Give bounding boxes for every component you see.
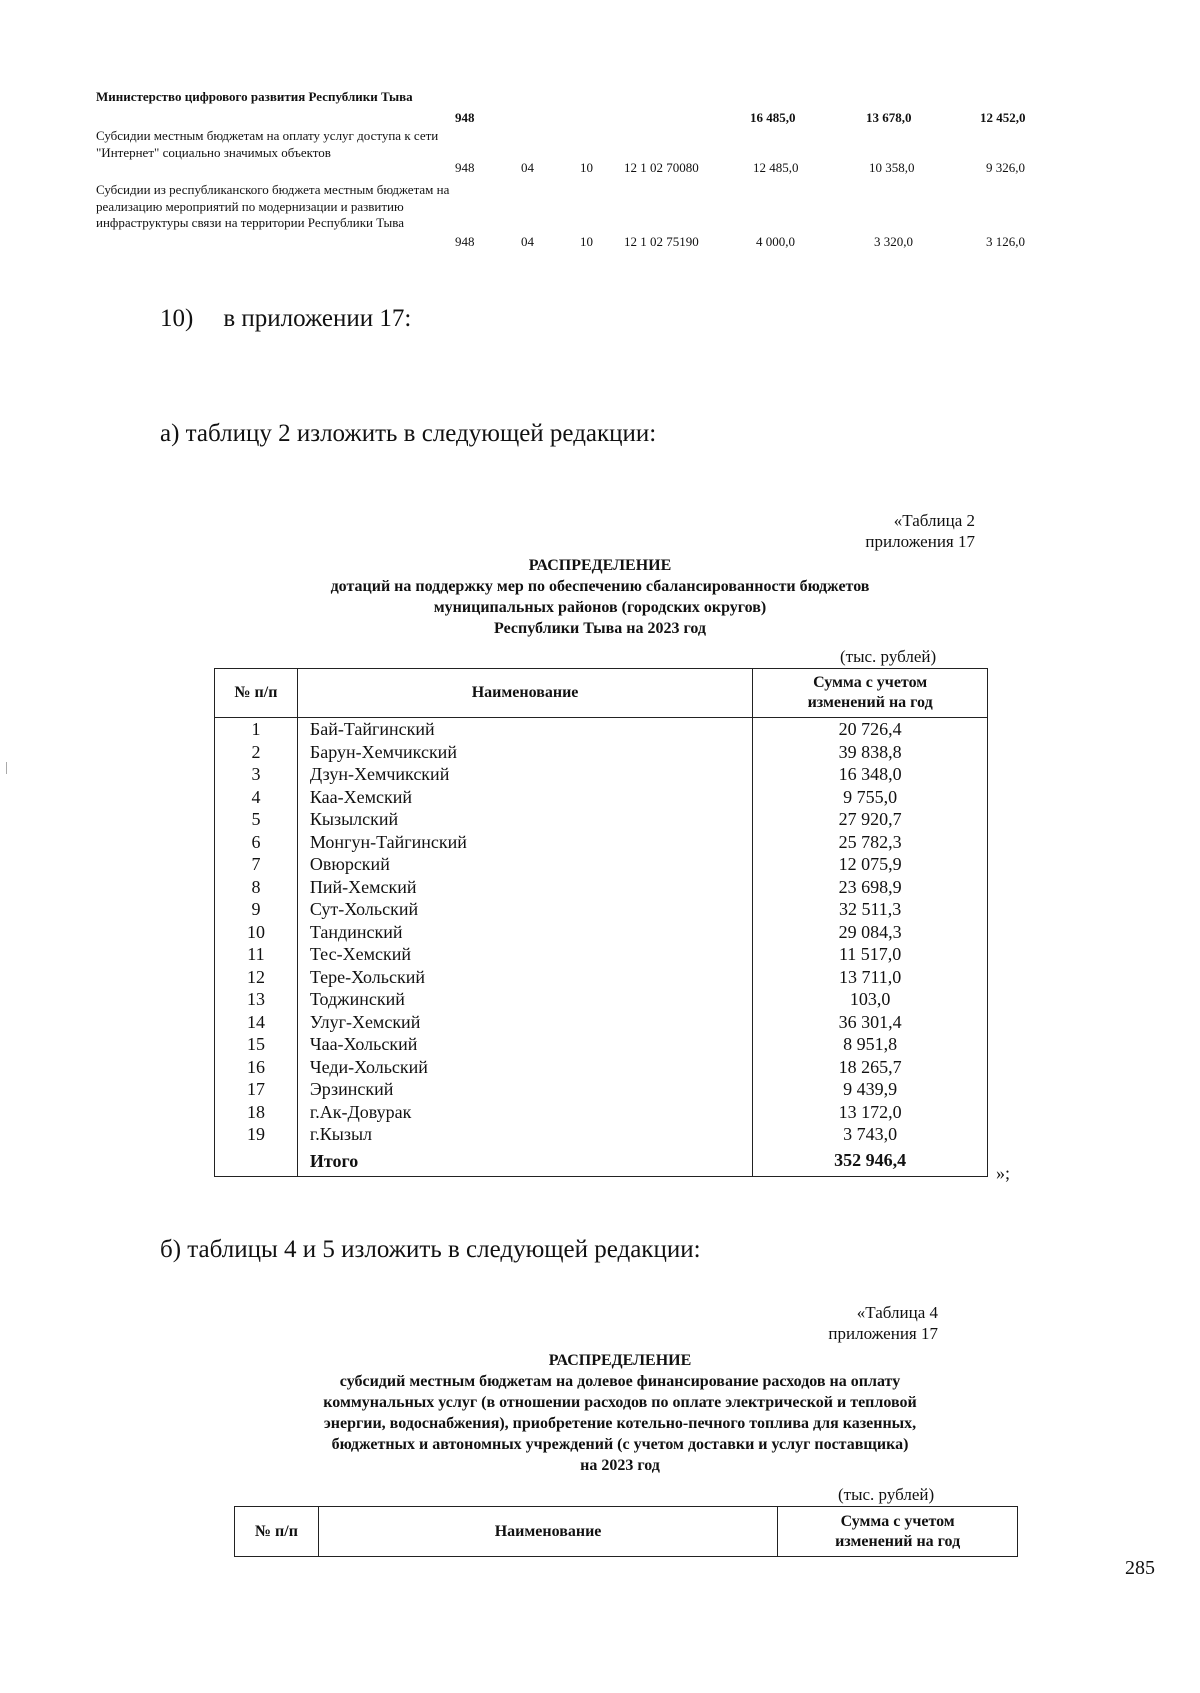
table-row xyxy=(215,1123,988,1146)
table-row xyxy=(215,988,988,1011)
row-name: Тандинский xyxy=(297,921,752,944)
table4-header-name: Наименование xyxy=(318,1507,777,1557)
table4-header-sum xyxy=(778,1507,1018,1557)
row-sum: 13 711,0 xyxy=(753,966,988,989)
table4-title: РАСПРЕДЕЛЕНИЕ xyxy=(548,1352,692,1369)
table4-caption-line1: «Таблица 4 xyxy=(856,1303,938,1322)
budget-row-code: 948 xyxy=(455,160,475,175)
row-name: Монгун-Тайгинский xyxy=(297,831,752,854)
row-sum: 23 698,9 xyxy=(753,876,988,899)
row-sum: 27 920,7 xyxy=(753,808,988,831)
row-num: 3 xyxy=(215,763,298,786)
row-num: 2 xyxy=(215,741,298,764)
table-row xyxy=(215,876,988,899)
row-sum: 9 755,0 xyxy=(753,786,988,809)
row-num: 16 xyxy=(215,1056,298,1079)
row-name: Пий-Хемский xyxy=(297,876,752,899)
table4-subtitle-3: энергии, водоснабжения), приобретение котельно-печного топлива для казенных, xyxy=(323,1415,917,1432)
table4 xyxy=(234,1506,1018,1557)
row-num: 5 xyxy=(215,808,298,831)
budget-row xyxy=(96,126,1136,176)
table-row xyxy=(215,1011,988,1034)
budget-row-name: Министерство цифрового развития Республики Тыва xyxy=(96,89,413,104)
paragraph-b: б) таблицы 4 и 5 изложить в следующей редакции: xyxy=(160,1236,701,1263)
budget-row xyxy=(96,88,1136,126)
table-row xyxy=(215,718,988,741)
budget-row-section: 04 xyxy=(521,160,534,175)
row-sum: 8 951,8 xyxy=(753,1033,988,1056)
table4-heading xyxy=(180,1350,1060,1476)
row-sum: 13 172,0 xyxy=(753,1101,988,1124)
row-sum: 29 084,3 xyxy=(753,921,988,944)
budget-row-code: 948 xyxy=(455,110,475,125)
row-sum: 3 743,0 xyxy=(753,1123,988,1146)
table-row xyxy=(215,921,988,944)
row-name: Каа-Хемский xyxy=(297,786,752,809)
table-row xyxy=(215,763,988,786)
table4-header-sum-line2: изменений на год xyxy=(835,1532,961,1550)
budget-row-2025: 12 452,0 xyxy=(980,110,1026,125)
row-num: 8 xyxy=(215,876,298,899)
row-sum: 11 517,0 xyxy=(753,943,988,966)
budget-row-2024: 10 358,0 xyxy=(869,160,915,175)
row-num: 17 xyxy=(215,1078,298,1101)
budget-row-2025: 9 326,0 xyxy=(986,160,1025,175)
budget-row-section: 04 xyxy=(521,234,534,249)
row-num: 6 xyxy=(215,831,298,854)
row-name: Улуг-Хемский xyxy=(297,1011,752,1034)
table2-subtitle-1: дотаций на поддержку мер по обеспечению сбалансированности бюджетов xyxy=(330,578,870,595)
page-number: 285 xyxy=(1125,1557,1155,1579)
row-name: Тес-Хемский xyxy=(297,943,752,966)
table2-title: РАСПРЕДЕЛЕНИЕ xyxy=(528,557,672,574)
table2-header-sum-line1: Сумма с учетом xyxy=(813,674,928,691)
table-row xyxy=(215,1033,988,1056)
table4-subtitle-5: на 2023 год xyxy=(580,1457,660,1474)
budget-row-2025: 3 126,0 xyxy=(986,234,1025,249)
row-num: 10 xyxy=(215,921,298,944)
table-row xyxy=(215,943,988,966)
row-sum: 32 511,3 xyxy=(753,898,988,921)
row-num: 18 xyxy=(215,1101,298,1124)
row-name: Бай-Тайгинский xyxy=(297,718,752,741)
row-name: г.Ак-Довурак xyxy=(297,1101,752,1124)
row-num: 13 xyxy=(215,988,298,1011)
table2-caption-line2: приложения 17 xyxy=(865,532,975,551)
table4-subtitle-1: субсидий местным бюджетам на долевое финансирование расходов на оплату xyxy=(339,1373,901,1390)
table2-subtitle-2: муниципальных районов (городских округов) xyxy=(433,599,767,616)
table4-subtitle-4: бюджетных и автономных учреждений (с учетом доставки и услуг поставщика) xyxy=(331,1436,909,1453)
table2-subtitle-3: Республики Тыва на 2023 год xyxy=(494,620,706,637)
row-sum: 16 348,0 xyxy=(753,763,988,786)
row-sum: 20 726,4 xyxy=(753,718,988,741)
row-num: 9 xyxy=(215,898,298,921)
budget-row-2023: 16 485,0 xyxy=(750,110,796,125)
margin-mark xyxy=(6,762,7,774)
table4-header-sum-line1: Сумма с учетом xyxy=(840,1512,955,1530)
row-num: 4 xyxy=(215,786,298,809)
budget-row-name: Субсидии местным бюджетам на оплату услуг доступа к сети "Интернет" социально значимых объектов xyxy=(96,128,439,160)
row-num: 14 xyxy=(215,1011,298,1034)
budget-row-name: Субсидии из республиканского бюджета местным бюджетам на реализацию мероприятий по модернизации и развитию инфраструктуры связи на территории Республики Тыва xyxy=(96,182,450,230)
table2-header-sum-line2: изменений на год xyxy=(807,694,933,711)
row-name: Овюрский xyxy=(297,853,752,876)
row-name: Барун-Хемчикский xyxy=(297,741,752,764)
table-row xyxy=(215,853,988,876)
budget-row-2023: 12 485,0 xyxy=(753,160,799,175)
row-name: Дзун-Хемчикский xyxy=(297,763,752,786)
row-name: Кызылский xyxy=(297,808,752,831)
row-name: г.Кызыл xyxy=(297,1123,752,1146)
item-10 xyxy=(160,305,411,333)
total-label: Итого xyxy=(297,1146,752,1177)
table2-caption xyxy=(865,510,975,552)
table4-header-num: № п/п xyxy=(235,1507,319,1557)
row-sum: 103,0 xyxy=(753,988,988,1011)
row-sum: 39 838,8 xyxy=(753,741,988,764)
row-name: Чаа-Хольский xyxy=(297,1033,752,1056)
budget-row-2023: 4 000,0 xyxy=(756,234,795,249)
table-row xyxy=(215,808,988,831)
table-row xyxy=(215,1101,988,1124)
row-sum: 18 265,7 xyxy=(753,1056,988,1079)
table2-units: (тыс. рублей) xyxy=(840,647,937,666)
row-num: 1 xyxy=(215,718,298,741)
total-num xyxy=(215,1146,298,1177)
table-row xyxy=(215,966,988,989)
table-total-row xyxy=(215,1146,988,1177)
table-row xyxy=(215,1078,988,1101)
row-name: Эрзинский xyxy=(297,1078,752,1101)
row-sum: 25 782,3 xyxy=(753,831,988,854)
table2-header-sum xyxy=(753,669,988,718)
table-row xyxy=(215,1056,988,1079)
row-num: 11 xyxy=(215,943,298,966)
row-num: 12 xyxy=(215,966,298,989)
table2-heading xyxy=(200,555,1000,639)
table-row xyxy=(215,786,988,809)
table2-header-num: № п/п xyxy=(215,669,298,718)
table2 xyxy=(214,668,988,1177)
table2-header-name: Наименование xyxy=(297,669,752,718)
row-num: 7 xyxy=(215,853,298,876)
budget-row-article: 12 1 02 70080 xyxy=(624,160,699,175)
row-sum: 12 075,9 xyxy=(753,853,988,876)
table2-caption-line1: «Таблица 2 xyxy=(893,511,975,530)
item-10-text: в приложении 17: xyxy=(223,305,412,332)
row-name: Сут-Хольский xyxy=(297,898,752,921)
table-row xyxy=(215,831,988,854)
table4-subtitle-2: коммунальных услуг (в отношении расходов по оплате электрической и тепловой xyxy=(323,1394,917,1411)
budget-row-subsection: 10 xyxy=(580,160,593,175)
row-name: Чеди-Хольский xyxy=(297,1056,752,1079)
budget-row-code: 948 xyxy=(455,234,475,249)
budget-row-2024: 3 320,0 xyxy=(874,234,913,249)
table-row xyxy=(215,898,988,921)
paragraph-a: а) таблицу 2 изложить в следующей редакции: xyxy=(160,420,657,447)
budget-row-subsection: 10 xyxy=(580,234,593,249)
row-num: 19 xyxy=(215,1123,298,1146)
table4-caption-line2: приложения 17 xyxy=(828,1324,938,1343)
row-name: Тере-Хольский xyxy=(297,966,752,989)
budget-table xyxy=(96,88,1136,250)
table2-closing-quote: »; xyxy=(996,1163,1011,1183)
budget-row-article: 12 1 02 75190 xyxy=(624,234,699,249)
budget-row xyxy=(96,176,1136,250)
budget-row-2024: 13 678,0 xyxy=(866,110,912,125)
table-row xyxy=(215,741,988,764)
row-num: 15 xyxy=(215,1033,298,1056)
table4-caption xyxy=(828,1302,938,1344)
table4-units: (тыс. рублей) xyxy=(838,1485,935,1504)
total-value: 352 946,4 xyxy=(753,1146,988,1177)
item-10-number: 10) xyxy=(160,305,194,332)
row-sum: 9 439,9 xyxy=(753,1078,988,1101)
row-sum: 36 301,4 xyxy=(753,1011,988,1034)
row-name: Тоджинский xyxy=(297,988,752,1011)
